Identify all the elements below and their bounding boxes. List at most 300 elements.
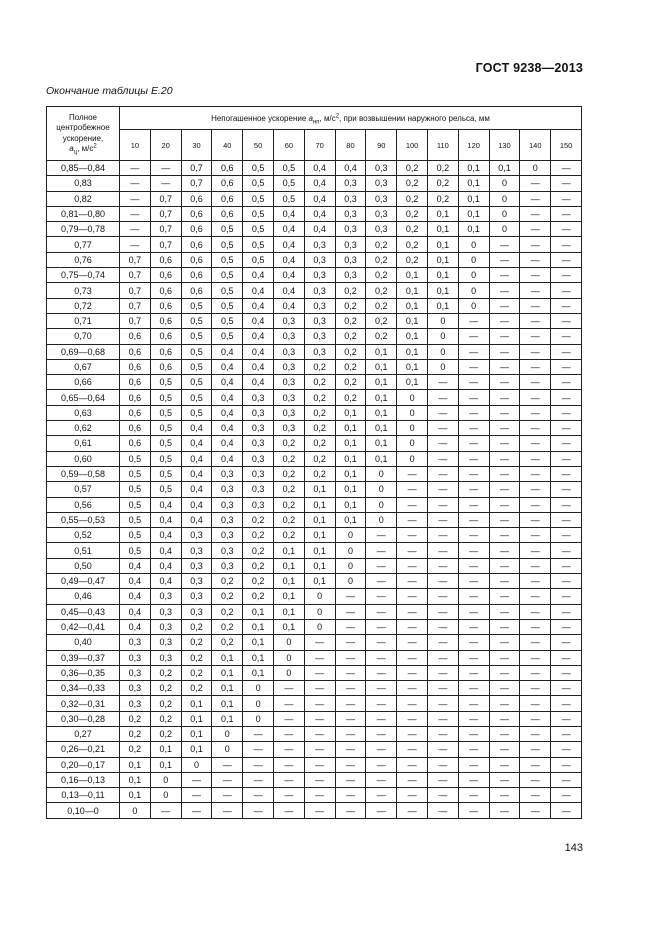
table-cell: 0,1 xyxy=(397,329,428,344)
table-cell: — xyxy=(489,375,520,390)
table-cell: — xyxy=(304,650,335,665)
table-cell: — xyxy=(397,696,428,711)
acceleration-table xyxy=(46,106,582,819)
table-cell: 0,3 xyxy=(212,543,243,558)
table-cell: — xyxy=(489,482,520,497)
table-cell: 0,3 xyxy=(335,206,366,221)
table-cell: 0,7 xyxy=(181,161,212,176)
table-cell: 0,1 xyxy=(243,635,274,650)
table-cell: — xyxy=(427,635,458,650)
table-cell: — xyxy=(520,788,551,803)
table-cell: 0,6 xyxy=(120,405,151,420)
table-cell: — xyxy=(366,665,397,680)
table-cell: — xyxy=(397,788,428,803)
table-cell: 0 xyxy=(335,574,366,589)
row-label: 0,13—0,11 xyxy=(47,788,120,803)
table-cell: — xyxy=(397,803,428,818)
table-cell: — xyxy=(458,359,489,374)
table-row xyxy=(47,757,582,772)
table-cell: 0,5 xyxy=(181,344,212,359)
table-cell: — xyxy=(427,650,458,665)
row-label: 0,83 xyxy=(47,176,120,191)
row-label: 0,36—0,35 xyxy=(47,665,120,680)
row-header-line: ускорение, xyxy=(62,133,104,143)
table-cell: 0,1 xyxy=(273,574,304,589)
table-cell: 0,1 xyxy=(212,696,243,711)
table-cell: 0,1 xyxy=(397,359,428,374)
table-cell: 0,3 xyxy=(212,466,243,481)
table-row xyxy=(47,589,582,604)
table-cell: 0,5 xyxy=(273,161,304,176)
table-cell: — xyxy=(520,436,551,451)
table-cell: 0,1 xyxy=(397,283,428,298)
table-cell: 0,2 xyxy=(120,711,151,726)
table-cell: 0,1 xyxy=(366,375,397,390)
table-cell: — xyxy=(243,788,274,803)
table-cell: 0,1 xyxy=(273,604,304,619)
table-cell: — xyxy=(551,451,582,466)
table-cell: 0,2 xyxy=(150,665,181,680)
table-cell: 0,3 xyxy=(181,558,212,573)
table-row xyxy=(47,283,582,298)
table-cell: 0,5 xyxy=(120,497,151,512)
table-cell: 0,2 xyxy=(335,329,366,344)
table-cell: 0,1 xyxy=(243,650,274,665)
table-row xyxy=(47,742,582,757)
table-cell: — xyxy=(551,237,582,252)
table-cell: 0,4 xyxy=(181,466,212,481)
table-cell: — xyxy=(181,772,212,787)
table-cell: 0 xyxy=(150,772,181,787)
table-cell: — xyxy=(397,742,428,757)
table-row xyxy=(47,359,582,374)
table-cell: 0,6 xyxy=(150,329,181,344)
table-cell: — xyxy=(273,711,304,726)
table-cell: 0,1 xyxy=(181,696,212,711)
table-cell: 0,3 xyxy=(335,268,366,283)
row-label: 0,81—0,80 xyxy=(47,206,120,221)
table-cell: 0,1 xyxy=(427,252,458,267)
table-cell: — xyxy=(458,451,489,466)
table-cell: — xyxy=(551,359,582,374)
table-cell: — xyxy=(489,650,520,665)
table-cell: 0,4 xyxy=(150,528,181,543)
row-label: 0,51 xyxy=(47,543,120,558)
table-cell: 0 xyxy=(335,558,366,573)
table-cell: — xyxy=(366,558,397,573)
table-cell: 0,3 xyxy=(120,650,151,665)
table-cell: 0,3 xyxy=(150,650,181,665)
row-header-symbol: $a_ц$, $м/с^2$ xyxy=(69,143,97,156)
table-cell: 0 xyxy=(273,665,304,680)
table-cell: — xyxy=(397,665,428,680)
table-cell: — xyxy=(458,589,489,604)
table-cell: 0,2 xyxy=(150,681,181,696)
table-cell: 0 xyxy=(304,619,335,634)
table-cell: — xyxy=(489,696,520,711)
table-cell: 0,5 xyxy=(212,283,243,298)
table-cell: 0,4 xyxy=(181,497,212,512)
table-cell: 0,3 xyxy=(366,206,397,221)
table-cell: 0,2 xyxy=(181,681,212,696)
table-cell: — xyxy=(397,574,428,589)
table-cell: 0,5 xyxy=(120,543,151,558)
table-cell: — xyxy=(489,711,520,726)
table-cell: — xyxy=(212,788,243,803)
table-cell: 0,4 xyxy=(304,191,335,206)
table-cell: 0,3 xyxy=(150,635,181,650)
table-cell: — xyxy=(489,788,520,803)
table-cell: — xyxy=(489,635,520,650)
table-cell: 0,4 xyxy=(243,283,274,298)
table-cell: — xyxy=(366,742,397,757)
table-cell: — xyxy=(366,757,397,772)
table-cell: — xyxy=(366,635,397,650)
table-cell: 0 xyxy=(304,604,335,619)
table-cell: — xyxy=(520,696,551,711)
row-label: 0,82 xyxy=(47,191,120,206)
table-cell: 0,2 xyxy=(273,451,304,466)
table-cell: 0,1 xyxy=(304,528,335,543)
table-cell: 0,2 xyxy=(304,436,335,451)
table-cell: 0,3 xyxy=(243,421,274,436)
table-cell: 0,2 xyxy=(366,298,397,313)
table-cell: 0,2 xyxy=(273,436,304,451)
table-cell: 0,3 xyxy=(243,466,274,481)
table-cell: — xyxy=(551,390,582,405)
table-cell: 0,5 xyxy=(120,466,151,481)
table-cell: 0,1 xyxy=(366,390,397,405)
table-cell: 0,4 xyxy=(212,421,243,436)
table-cell: — xyxy=(520,421,551,436)
row-label: 0,69—0,68 xyxy=(47,344,120,359)
table-cell: — xyxy=(335,772,366,787)
table-cell: 0,6 xyxy=(181,191,212,206)
table-cell: — xyxy=(551,405,582,420)
column-header: 120 xyxy=(458,130,489,161)
table-cell: 0,4 xyxy=(181,451,212,466)
column-header: 90 xyxy=(366,130,397,161)
table-cell: — xyxy=(520,635,551,650)
column-header: 50 xyxy=(243,130,274,161)
table-cell: — xyxy=(458,375,489,390)
table-cell: 0,1 xyxy=(120,757,151,772)
table-cell: — xyxy=(181,788,212,803)
table-cell: — xyxy=(520,681,551,696)
table-cell: 0,2 xyxy=(304,405,335,420)
row-label: 0,42—0,41 xyxy=(47,619,120,634)
table-cell: 0,4 xyxy=(273,283,304,298)
row-header-cell xyxy=(47,107,120,161)
table-cell: — xyxy=(520,512,551,527)
table-row xyxy=(47,788,582,803)
table-cell: — xyxy=(243,757,274,772)
table-cell: — xyxy=(520,206,551,221)
table-cell: 0,6 xyxy=(150,298,181,313)
table-cell: — xyxy=(397,543,428,558)
table-row xyxy=(47,161,582,176)
table-cell: — xyxy=(489,436,520,451)
table-cell: — xyxy=(489,512,520,527)
table-cell: 0,2 xyxy=(243,512,274,527)
table-cell: — xyxy=(551,421,582,436)
table-cell: — xyxy=(458,619,489,634)
table-cell: — xyxy=(551,726,582,741)
table-row xyxy=(47,574,582,589)
table-cell: — xyxy=(397,604,428,619)
table-cell: — xyxy=(520,268,551,283)
table-cell: 0 xyxy=(427,313,458,328)
table-cell: — xyxy=(520,528,551,543)
table-cell: 0,5 xyxy=(212,298,243,313)
table-cell: 0,3 xyxy=(243,482,274,497)
table-cell: — xyxy=(427,405,458,420)
table-cell: 0,4 xyxy=(304,176,335,191)
table-cell: 0,1 xyxy=(120,772,151,787)
table-cell: — xyxy=(366,528,397,543)
table-cell: 0 xyxy=(458,283,489,298)
table-cell: — xyxy=(489,451,520,466)
table-cell: — xyxy=(458,726,489,741)
table-cell: — xyxy=(458,757,489,772)
table-cell: — xyxy=(397,512,428,527)
table-cell: — xyxy=(520,574,551,589)
row-label: 0,59—0,58 xyxy=(47,466,120,481)
table-caption: Окончание таблицы Е.20 xyxy=(46,85,173,97)
table-cell: — xyxy=(427,543,458,558)
table-cell: 0,5 xyxy=(181,298,212,313)
table-cell: 0,3 xyxy=(243,436,274,451)
table-cell: 0,3 xyxy=(273,344,304,359)
table-cell: 0,1 xyxy=(120,788,151,803)
table-cell: 0,2 xyxy=(150,696,181,711)
row-label: 0,60 xyxy=(47,451,120,466)
table-cell: — xyxy=(335,619,366,634)
table-cell: 0 xyxy=(520,161,551,176)
table-cell: — xyxy=(551,283,582,298)
table-cell: 0,1 xyxy=(335,451,366,466)
table-cell: — xyxy=(150,176,181,191)
table-cell: — xyxy=(520,222,551,237)
table-cell: 0,4 xyxy=(181,482,212,497)
column-header: 70 xyxy=(304,130,335,161)
table-cell: — xyxy=(273,788,304,803)
table-cell: 0,5 xyxy=(273,176,304,191)
table-cell: 0,5 xyxy=(120,451,151,466)
table-cell: 0 xyxy=(366,466,397,481)
table-cell: 0,6 xyxy=(212,176,243,191)
table-cell: 0,2 xyxy=(335,359,366,374)
table-cell: 0,1 xyxy=(366,436,397,451)
table-cell: — xyxy=(273,681,304,696)
table-cell: — xyxy=(366,604,397,619)
row-header-line: Полное xyxy=(68,112,97,122)
table-row xyxy=(47,528,582,543)
table-cell: — xyxy=(427,711,458,726)
table-cell: 0,4 xyxy=(273,268,304,283)
table-cell: — xyxy=(520,176,551,191)
table-cell: — xyxy=(397,711,428,726)
table-cell: 0,3 xyxy=(212,558,243,573)
table-row xyxy=(47,421,582,436)
table-cell: — xyxy=(458,405,489,420)
table-cell: — xyxy=(551,206,582,221)
column-header: 100 xyxy=(397,130,428,161)
table-cell: — xyxy=(304,696,335,711)
table-cell: 0,1 xyxy=(366,344,397,359)
table-row xyxy=(47,726,582,741)
table-cell: 0 xyxy=(489,222,520,237)
table-cell: 0 xyxy=(304,589,335,604)
table-cell: — xyxy=(366,574,397,589)
table-cell: — xyxy=(489,558,520,573)
column-header: 140 xyxy=(520,130,551,161)
table-cell: — xyxy=(427,726,458,741)
table-cell: 0,1 xyxy=(243,619,274,634)
table-cell: 0,7 xyxy=(120,298,151,313)
table-cell: 0,2 xyxy=(335,375,366,390)
table-cell: 0,2 xyxy=(366,329,397,344)
table-cell: 0,5 xyxy=(212,268,243,283)
table-cell: — xyxy=(397,757,428,772)
table-cell: — xyxy=(366,619,397,634)
column-header: 60 xyxy=(273,130,304,161)
table-cell: — xyxy=(520,191,551,206)
table-cell: — xyxy=(520,482,551,497)
table-cell: — xyxy=(458,574,489,589)
table-cell: — xyxy=(551,176,582,191)
table-cell: 0,1 xyxy=(458,222,489,237)
table-cell: 0,3 xyxy=(304,313,335,328)
table-cell: 0 xyxy=(273,650,304,665)
row-label: 0,55—0,53 xyxy=(47,512,120,527)
table-cell: 0 xyxy=(458,252,489,267)
table-cell: 0 xyxy=(397,390,428,405)
page-number: 143 xyxy=(564,842,583,854)
table-cell: — xyxy=(427,757,458,772)
table-cell: 0,1 xyxy=(150,742,181,757)
table-cell: 0,1 xyxy=(335,436,366,451)
table-cell: 0,4 xyxy=(243,329,274,344)
table-cell: 0,2 xyxy=(273,466,304,481)
table-cell: 0,1 xyxy=(458,176,489,191)
table-row xyxy=(47,482,582,497)
table-cell: — xyxy=(458,528,489,543)
column-header: 20 xyxy=(150,130,181,161)
table-cell: 0,5 xyxy=(150,390,181,405)
row-label: 0,57 xyxy=(47,482,120,497)
table-cell: 0 xyxy=(397,421,428,436)
table-cell: — xyxy=(520,650,551,665)
document-standard-id: ГОСТ 9238—2013 xyxy=(475,61,583,75)
table-cell: — xyxy=(335,650,366,665)
table-cell: 0,2 xyxy=(273,497,304,512)
table-cell: 0,2 xyxy=(150,711,181,726)
table-cell: 0,6 xyxy=(150,268,181,283)
row-label: 0,77 xyxy=(47,237,120,252)
table-cell: 0,6 xyxy=(120,436,151,451)
table-cell: — xyxy=(551,619,582,634)
table-cell: — xyxy=(520,497,551,512)
table-cell: — xyxy=(427,528,458,543)
table-cell: 0,2 xyxy=(243,574,274,589)
row-label: 0,34—0,33 xyxy=(47,681,120,696)
table-cell: 0 xyxy=(366,512,397,527)
table-cell: — xyxy=(489,298,520,313)
table-cell: 0,6 xyxy=(120,375,151,390)
row-label: 0,52 xyxy=(47,528,120,543)
table-cell: — xyxy=(551,268,582,283)
table-cell: 0,3 xyxy=(366,161,397,176)
table-cell: 0 xyxy=(273,635,304,650)
table-cell: 0,1 xyxy=(304,497,335,512)
table-cell: 0,4 xyxy=(212,344,243,359)
table-cell: — xyxy=(551,742,582,757)
table-cell: — xyxy=(520,359,551,374)
table-cell: 0,4 xyxy=(243,344,274,359)
table-cell: — xyxy=(427,772,458,787)
table-cell: — xyxy=(520,772,551,787)
table-cell: — xyxy=(551,512,582,527)
row-label: 0,46 xyxy=(47,589,120,604)
table-cell: 0,6 xyxy=(150,283,181,298)
table-cell: — xyxy=(520,803,551,818)
table-cell: 0,4 xyxy=(273,206,304,221)
table-cell: 0,3 xyxy=(304,268,335,283)
table-cell: 0,1 xyxy=(212,650,243,665)
table-cell: 0,6 xyxy=(212,161,243,176)
table-cell: — xyxy=(427,451,458,466)
table-cell: — xyxy=(520,298,551,313)
table-cell: — xyxy=(520,742,551,757)
row-label: 0,10—0 xyxy=(47,803,120,818)
table-cell: 0,6 xyxy=(150,344,181,359)
table-cell: — xyxy=(551,375,582,390)
table-cell: — xyxy=(212,803,243,818)
table-cell: 0,1 xyxy=(427,298,458,313)
table-cell: 0,4 xyxy=(243,298,274,313)
table-cell: 0 xyxy=(120,803,151,818)
table-cell: — xyxy=(551,604,582,619)
table-cell: — xyxy=(304,788,335,803)
table-cell: 0,2 xyxy=(304,375,335,390)
table-cell: 0,5 xyxy=(120,512,151,527)
table-cell: 0 xyxy=(212,726,243,741)
table-cell: — xyxy=(304,803,335,818)
table-cell: — xyxy=(120,222,151,237)
table-cell: 0,1 xyxy=(273,589,304,604)
table-cell: 0,3 xyxy=(335,191,366,206)
table-cell: — xyxy=(489,726,520,741)
table-cell: 0,4 xyxy=(120,619,151,634)
table-cell: — xyxy=(489,543,520,558)
table-cell: — xyxy=(551,635,582,650)
table-cell: 0 xyxy=(458,298,489,313)
table-cell: 0,2 xyxy=(427,191,458,206)
table-row xyxy=(47,375,582,390)
row-label: 0,27 xyxy=(47,726,120,741)
table-cell: 0,3 xyxy=(181,528,212,543)
table-cell: 0,2 xyxy=(243,528,274,543)
table-cell: — xyxy=(489,344,520,359)
table-cell: — xyxy=(458,344,489,359)
row-label: 0,61 xyxy=(47,436,120,451)
table-cell: — xyxy=(427,574,458,589)
table-cell: 0,1 xyxy=(181,711,212,726)
table-cell: — xyxy=(427,421,458,436)
table-cell: — xyxy=(489,390,520,405)
table-row xyxy=(47,298,582,313)
